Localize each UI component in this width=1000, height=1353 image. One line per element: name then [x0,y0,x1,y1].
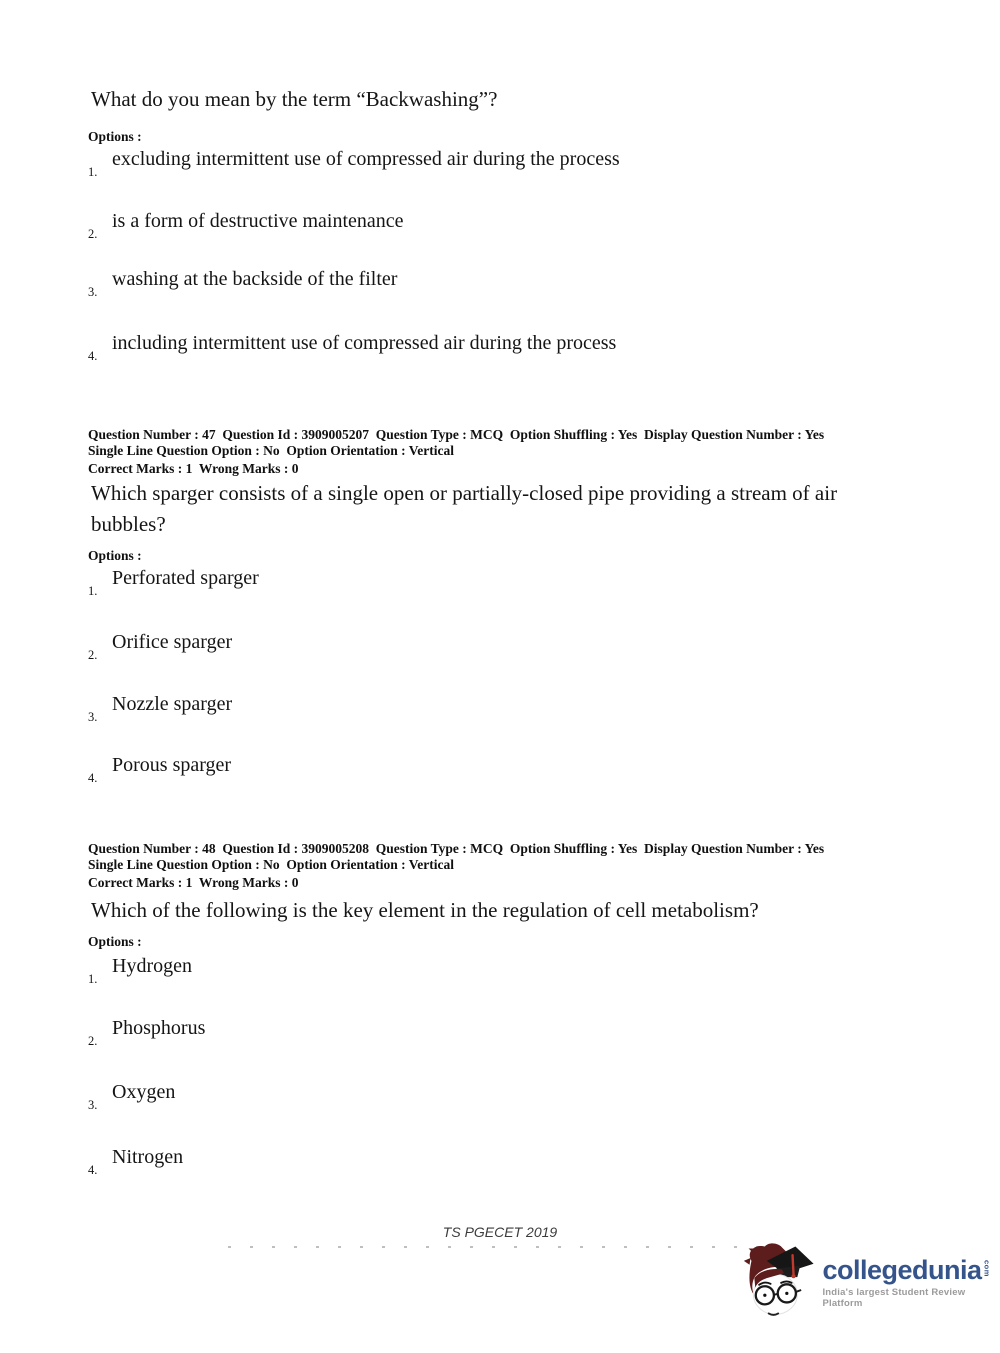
meta-line-1: Question Number : 47 Question Id : 3909005207 Question Type : MCQ Option Shuffling : Yes Display Question Number : Yes [88,427,825,442]
option-text: Perforated sparger [112,567,259,589]
option-text: excluding intermittent use of compressed air during the process [112,148,620,170]
option-text: Nitrogen [112,1146,184,1168]
option-number: 2. [88,1034,98,1048]
question-48-metadata [88,841,918,872]
option-text: washing at the backside of the filter [112,268,398,290]
brand-tld: com [982,1260,992,1277]
option-text: including intermittent use of compressed air during the process [112,332,617,354]
meta-line-1: Question Number : 48 Question Id : 3909005208 Question Type : MCQ Option Shuffling : Yes Display Question Number : Yes [88,841,825,856]
question-47-option-3 [88,691,918,737]
exam-footer-title: TS PGECET 2019 [442,1224,558,1240]
question-48-option-4 [88,1144,918,1190]
option-text: Hydrogen [112,955,192,977]
question-48-marks: Correct Marks : 1 Wrong Marks : 0 [88,875,299,890]
question-48-option-3 [88,1079,918,1125]
option-text: Phosphorus [112,1017,206,1039]
question-46-option-4 [88,330,918,376]
question-46-options-label: Options : [88,129,142,144]
option-text: Orifice sparger [112,631,233,653]
option-text: Nozzle sparger [112,693,233,715]
question-46-option-2 [88,208,918,254]
question-48-text: Which of the following is the key element in the regulation of cell metabolism? [91,898,759,922]
option-text: Porous sparger [112,754,232,776]
option-number: 2. [88,227,98,241]
option-number: 1. [88,584,98,598]
question-48-options-label: Options : [88,934,142,949]
question-47-metadata [88,427,918,458]
brand-name: collegedunia [822,1255,982,1285]
question-47-options-label: Options : [88,548,142,563]
logo-text-block [822,1238,1000,1309]
option-text: Oxygen [112,1081,176,1103]
option-number: 3. [88,285,98,299]
option-number: 3. [88,710,98,724]
option-number: 1. [88,972,98,986]
question-48-option-1 [88,953,918,999]
cut-off-text-row [228,1246,794,1248]
question-46-text: What do you mean by the term “Backwashing”? [91,87,498,111]
question-47-marks: Correct Marks : 1 Wrong Marks : 0 [88,461,299,476]
question-47-option-1 [88,565,918,611]
option-number: 1. [88,165,98,179]
question-47-text: Which sparger consists of a single open or partially-closed pipe providing a stream of air bubbles? [91,481,838,536]
option-number: 4. [88,771,98,785]
meta-line-2: Single Line Question Option : No Option Orientation : Vertical [88,442,455,458]
meta-line-2: Single Line Question Option : No Option Orientation : Vertical [88,856,455,872]
option-number: 3. [88,1098,98,1112]
option-number: 4. [88,1163,98,1177]
collegedunia-logo [740,1238,1000,1322]
question-48-option-2 [88,1015,918,1061]
collegedunia-mascot-icon [740,1238,816,1322]
brand-tagline: India's largest Student Review Platform [822,1287,966,1309]
question-47-option-2 [88,629,918,675]
option-number: 2. [88,648,98,662]
option-number: 4. [88,349,98,363]
question-46-option-1 [88,146,918,192]
option-text: is a form of destructive maintenance [112,210,404,232]
question-47-option-4 [88,752,918,798]
question-46-option-3 [88,266,918,312]
